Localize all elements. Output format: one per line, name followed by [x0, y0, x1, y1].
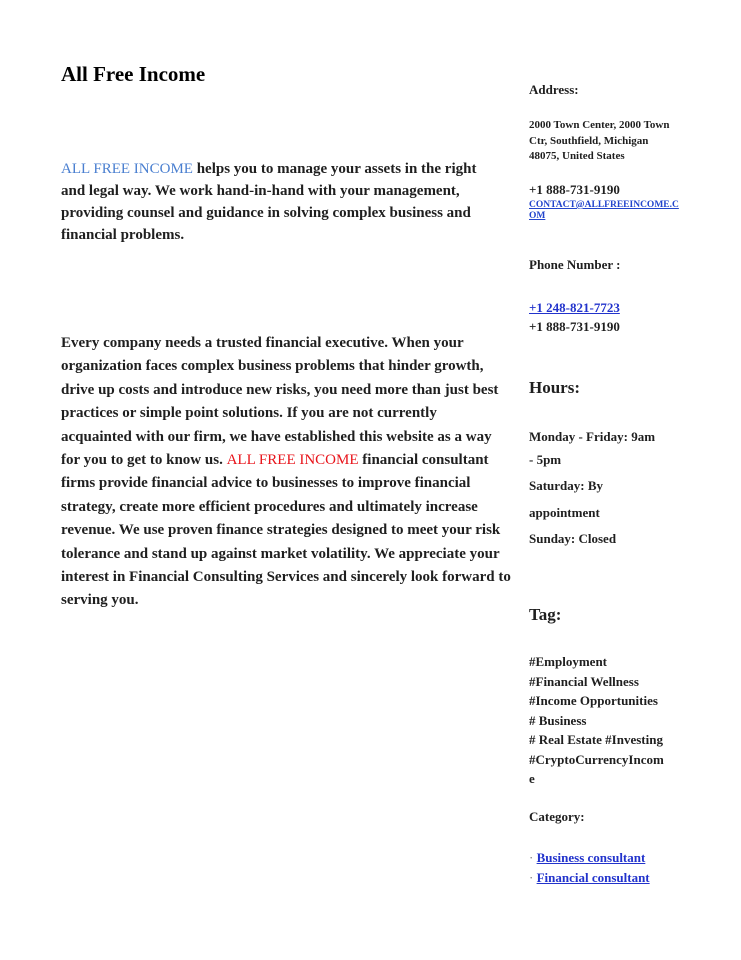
- tag-item[interactable]: # Real Estate #Investing: [529, 732, 663, 747]
- phone-link[interactable]: +1 248-821-7723: [529, 300, 620, 315]
- hours-label: Hours:: [529, 378, 580, 397]
- tag-item[interactable]: # Business: [529, 712, 587, 728]
- intro-text: helps you to manage your assets in the right and legal way. We work hand-in-hand with your management, providing counsel and guidance in solving complex business and financial problems.: [61, 161, 477, 243]
- address-block: [529, 118, 670, 165]
- address-line: 48075, United States: [529, 150, 625, 162]
- category-link-business[interactable]: Business consultant: [536, 850, 646, 865]
- tag-list: [529, 652, 664, 789]
- tag-label: Tag:: [529, 605, 562, 624]
- category-list: [529, 848, 650, 887]
- page-title: All Free Income: [61, 62, 206, 86]
- tag-item[interactable]: #Financial Wellness: [529, 673, 639, 689]
- intro-paragraph: [61, 158, 491, 246]
- category-item: [529, 868, 650, 888]
- hours-sunday: Sunday: Closed: [529, 531, 617, 546]
- category-link-financial[interactable]: Financial consultant: [536, 869, 650, 885]
- bullet-icon: ·: [529, 850, 534, 865]
- category-label: Category:: [529, 809, 585, 824]
- address-label: Address:: [529, 82, 579, 97]
- phone-alt: +1 888-731-9190: [529, 319, 620, 334]
- hours-saturday: Saturday: By: [529, 478, 604, 493]
- brand-name: ALL FREE INCOME: [61, 161, 193, 177]
- tag-item[interactable]: #Employment: [529, 654, 607, 669]
- email-link[interactable]: CONTACT@ALLFREEINCOME.COM: [529, 200, 679, 221]
- body-text-2: financial consultant firms provide financial advice to businesses to improve financial strategy, create more efficient procedures and ultimately increase revenue. We use proven finance strategies designed to meet your risk tolerance and stand up against market volatility. We appreciate your interest in Financial Consulting Services and sincerely look forward to serving you.: [61, 452, 511, 609]
- address-line: Ctr, Southfield, Michigan: [529, 134, 649, 147]
- tag-item[interactable]: #CryptoCurrencyIncom: [529, 751, 664, 767]
- hours-saturday-cont: appointment: [529, 505, 600, 520]
- brand-name-red: ALL FREE INCOME: [226, 452, 359, 469]
- phone-label: Phone Number :: [529, 257, 621, 272]
- address-line: 2000 Town Center, 2000 Town: [529, 119, 670, 131]
- tag-item[interactable]: #Income Opportunities: [529, 693, 658, 708]
- phone-main: +1 888-731-9190: [529, 182, 620, 197]
- bullet-icon: ·: [529, 869, 534, 885]
- body-text-1: Every company needs a trusted financial executive. When your organization faces complex business problems that hinder growth, drive up costs and introduce new risks, you need more than just best practices or simple point solutions. If you are not currently acquainted with our firm, we have established this website as a way for you to get to know us.: [61, 335, 499, 469]
- body-paragraph: [61, 332, 511, 613]
- tag-item[interactable]: e: [529, 771, 535, 786]
- hours-weekday: Monday - Friday: 9am: [529, 429, 656, 444]
- category-item: [529, 848, 650, 868]
- hours-weekday-cont: - 5pm: [529, 452, 562, 467]
